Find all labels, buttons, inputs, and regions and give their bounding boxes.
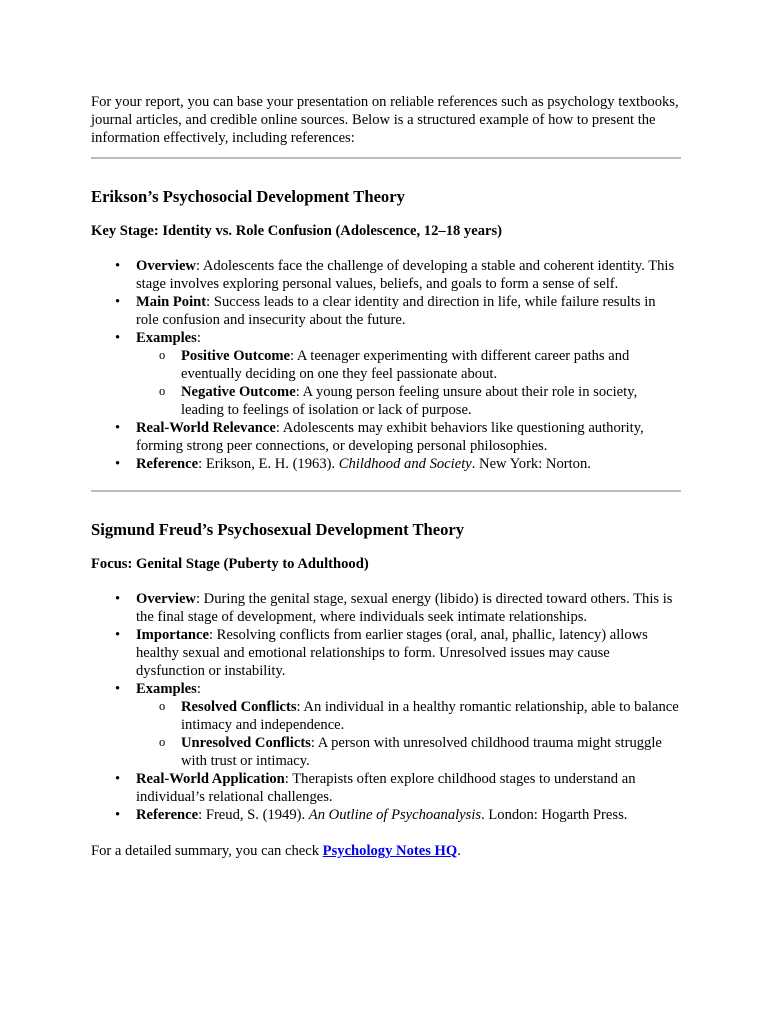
overview-label: Overview [136, 591, 196, 607]
list-item [136, 770, 681, 806]
list-item [136, 293, 681, 329]
closing-text: For a detailed summary, you can check [91, 843, 323, 859]
list-item [181, 734, 681, 770]
negative-outcome-label: Negative Outcome [181, 384, 296, 400]
importance-text: : Resolving conflicts from earlier stages (oral, anal, phallic, latency) allows healthy sexual and emotional relationships to form. Unresolved issues may cause dysfunction or instability. [136, 627, 648, 679]
positive-outcome-text: : A teenager experimenting with different career paths and eventually deciding on one they feel passionate about. [181, 348, 630, 382]
closing-paragraph [91, 842, 681, 860]
list-item [136, 680, 681, 770]
divider [91, 157, 681, 159]
examples-label: Examples [136, 681, 197, 697]
examples-label: Examples [136, 330, 197, 346]
freud-bullet-list [91, 590, 681, 824]
closing-period: . [457, 843, 461, 859]
reference-text: : Freud, S. (1949). [198, 807, 309, 823]
reference-book-title: Childhood and Society [338, 456, 472, 472]
reference-publisher: . New York: Norton. [471, 456, 591, 472]
list-item [181, 347, 681, 383]
list-item [136, 590, 681, 626]
overview-text: : Adolescents face the challenge of developing a stable and coherent identity. This stage involves exploring personal values, beliefs, and goals to form a sense of self. [136, 258, 675, 292]
list-item [136, 257, 681, 293]
unresolved-conflicts-text: : A person with unresolved childhood trauma might struggle with trust or intimacy. [181, 735, 662, 769]
application-label: Real-World Application [136, 771, 285, 787]
list-item [136, 329, 681, 419]
list-item [181, 383, 681, 419]
list-item [136, 806, 681, 824]
unresolved-conflicts-label: Unresolved Conflicts [181, 735, 311, 751]
resolved-conflicts-label: Resolved Conflicts [181, 699, 297, 715]
positive-outcome-label: Positive Outcome [181, 348, 291, 364]
examples-sublist [136, 347, 681, 419]
relevance-label: Real-World Relevance [136, 420, 276, 436]
document-body [91, 93, 681, 860]
examples-colon: : [196, 681, 201, 697]
examples-colon: : [196, 330, 201, 346]
reference-label: Reference [136, 807, 199, 823]
section-title-erikson: Erikson’s Psychosocial Development Theory [91, 187, 405, 206]
erikson-bullet-list [91, 257, 681, 473]
list-item [136, 626, 681, 680]
intro-paragraph: For your report, you can base your presentation on reliable references such as psychology textbooks, journal articles, and credible online sources. Below is a structured example of how to present the information effectively, including references: [91, 94, 679, 146]
reference-text: : Erikson, E. H. (1963). [198, 456, 339, 472]
psychology-notes-link[interactable]: Psychology Notes HQ [322, 843, 458, 859]
importance-label: Importance [136, 627, 209, 643]
main-point-label: Main Point [136, 294, 207, 310]
reference-label: Reference [136, 456, 199, 472]
main-point-text: : Success leads to a clear identity and direction in life, while failure results in role confusion and insecurity about the future. [136, 294, 656, 328]
reference-publisher: . London: Hogarth Press. [481, 807, 628, 823]
list-item [181, 698, 681, 734]
list-item [136, 419, 681, 455]
reference-book-title: An Outline of Psychoanalysis [308, 807, 482, 823]
negative-outcome-text: : A young person feeling unsure about their role in society, leading to feelings of isolation or lack of purpose. [181, 384, 638, 418]
section-title-freud: Sigmund Freud’s Psychosexual Development Theory [91, 520, 465, 539]
overview-label: Overview [136, 258, 196, 274]
application-text: : Therapists often explore childhood stages to understand an individual’s relational challenges. [136, 771, 636, 805]
divider [91, 490, 681, 492]
overview-text: : During the genital stage, sexual energy (libido) is directed toward others. This is the final stage of development, where individuals seek intimate relationships. [136, 591, 673, 625]
focus-heading: Focus: Genital Stage (Puberty to Adulthood) [91, 556, 369, 572]
examples-sublist [136, 698, 681, 770]
key-stage-heading: Key Stage: Identity vs. Role Confusion (Adolescence, 12–18 years) [91, 223, 503, 239]
relevance-text: : Adolescents may exhibit behaviors like questioning authority, forming strong peer connections, or developing personal philosophies. [136, 420, 644, 454]
list-item [136, 455, 681, 473]
resolved-conflicts-text: : An individual in a healthy romantic relationship, able to balance intimacy and independence. [181, 699, 679, 733]
